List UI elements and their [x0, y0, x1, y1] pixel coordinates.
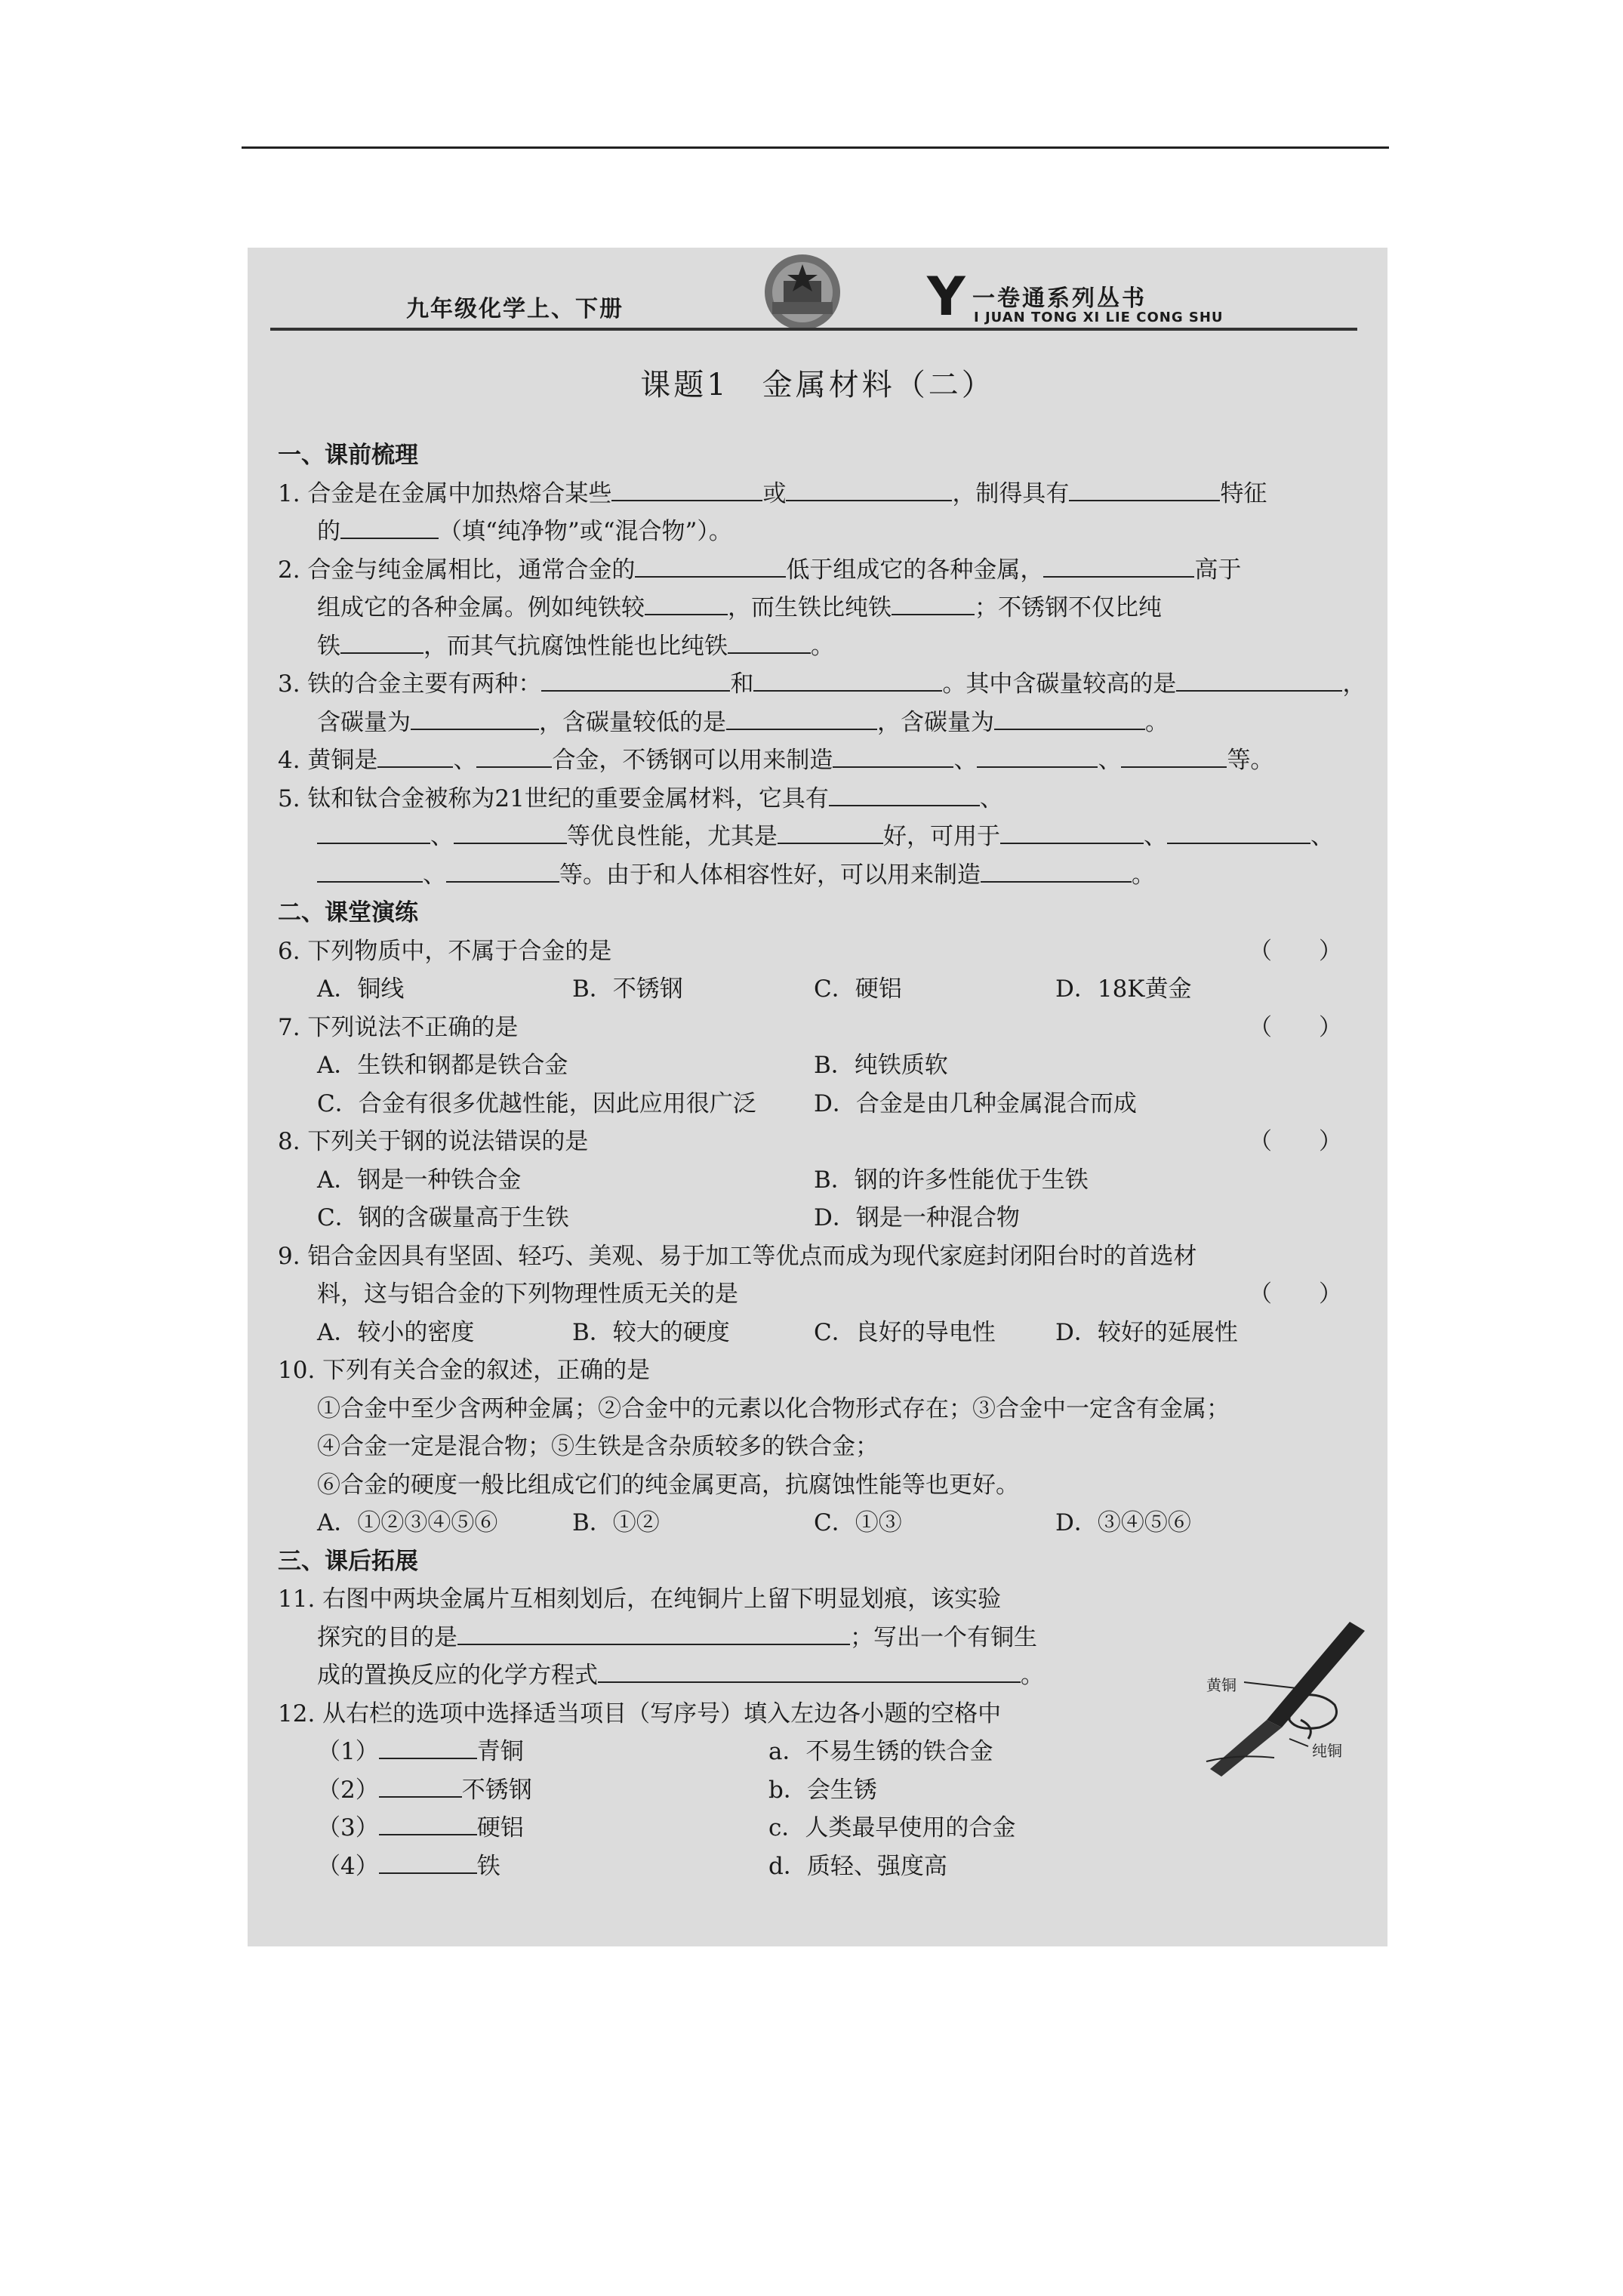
- q5-text: 、: [979, 784, 1003, 812]
- question-4: [278, 741, 1365, 780]
- top-rule: [242, 146, 1389, 149]
- q4-text: 、: [953, 747, 978, 774]
- q3-text: 。其中含碳量较高的是: [942, 670, 1177, 698]
- q5-text: 等优良性能，尤其是: [567, 823, 778, 850]
- q4-text: 4. 黄铜是: [278, 747, 378, 774]
- q3-blank-5[interactable]: [726, 704, 877, 730]
- q9-answer-paren[interactable]: （ ）: [1249, 1281, 1342, 1308]
- q7-option-d[interactable]: D．合金是由几种金属混合而成: [814, 1089, 1137, 1117]
- question-6-options: [278, 970, 1365, 1009]
- q3-text: ，: [1342, 670, 1366, 698]
- q6-option-c[interactable]: C．硬铝: [814, 975, 902, 1003]
- q7-option-b[interactable]: B．纯铁质软: [814, 1052, 948, 1079]
- q3-text: 。: [1145, 708, 1169, 736]
- q3-blank-3[interactable]: [1176, 666, 1342, 692]
- q8-option-a[interactable]: A．钢是一种铁合金: [317, 1166, 522, 1194]
- q10-option-c[interactable]: C．①③: [814, 1509, 902, 1536]
- question-5-line-2: [278, 818, 1365, 856]
- question-5-line-1: [278, 780, 1365, 818]
- q12-blank-2[interactable]: [379, 1772, 462, 1798]
- q9-option-a[interactable]: A．较小的密度: [317, 1318, 475, 1346]
- q1-text: 1. 合金是在金属中加热熔合某些: [278, 479, 612, 507]
- q12-item-number: （2）: [317, 1776, 379, 1804]
- q2-blank-2[interactable]: [1043, 552, 1194, 578]
- question-3-line-2: [278, 704, 1365, 742]
- q9-stem: 9. 铝合金因具有坚固、轻巧、美观、易于加工等优点而成为现代家庭封闭阳台时的首选材: [278, 1242, 1197, 1270]
- q5-blank-9[interactable]: [981, 857, 1132, 883]
- q5-text: 、: [1144, 823, 1167, 850]
- q6-option-a[interactable]: A．铜线: [317, 975, 405, 1003]
- question-8-options-row-2: [278, 1199, 1365, 1237]
- q8-option-c[interactable]: C．钢的含碳量高于生铁: [317, 1204, 569, 1231]
- q1-blank-3[interactable]: [1069, 476, 1220, 501]
- q5-blank-3[interactable]: [454, 818, 567, 844]
- q4-blank-5[interactable]: [1121, 742, 1227, 768]
- question-12-row-3: [278, 1809, 1365, 1848]
- q12-item-name: 铁: [476, 1852, 500, 1880]
- question-9-stem-line-2: [278, 1275, 1365, 1314]
- q3-blank-1[interactable]: [541, 666, 730, 692]
- q2-text: 低于组成它的各种金属，: [786, 556, 1044, 584]
- q6-option-b[interactable]: B．不锈钢: [572, 975, 683, 1003]
- q6-option-d[interactable]: D．18K黄金: [1055, 975, 1192, 1003]
- q2-text: 高于: [1194, 556, 1242, 584]
- section-heading-3: 三、课后拓展: [278, 1547, 418, 1575]
- question-11-line-1: [278, 1580, 1365, 1619]
- q3-text: ，含碳量为: [877, 708, 994, 736]
- q12-choice-d: d．质轻、强度高: [768, 1852, 947, 1880]
- question-1-line-2: [278, 513, 1365, 551]
- question-9-stem-line-1: [278, 1237, 1365, 1276]
- question-2-line-2: [278, 589, 1365, 627]
- q4-blank-1[interactable]: [377, 742, 453, 768]
- question-9-options: [278, 1314, 1365, 1352]
- q1-text: 特征: [1220, 479, 1267, 507]
- q7-stem: 7. 下列说法不正确的是: [278, 1013, 519, 1041]
- q1-text: （填“纯净物”或“混合物”）。: [439, 518, 732, 545]
- q4-text: 等。: [1227, 747, 1274, 774]
- question-6-stem: [278, 932, 1365, 971]
- question-8-stem: [278, 1123, 1365, 1161]
- question-10-statements-2: ④合金一定是混合物；⑤生铁是含杂质较多的铁合金；: [317, 1433, 879, 1460]
- q5-text: 、: [1310, 823, 1334, 850]
- question-1-line-1: [278, 475, 1365, 513]
- q4-text: 、: [453, 747, 477, 774]
- worksheet-scan: [248, 248, 1387, 1946]
- q12-item-name: 不锈钢: [461, 1776, 532, 1804]
- emblem-icon: [761, 251, 844, 334]
- question-2-line-1: [278, 551, 1365, 590]
- question-10-stem: [278, 1351, 1365, 1390]
- label-brass: 黄铜: [1206, 1676, 1236, 1694]
- q7-option-a[interactable]: A．生铁和钢都是铁合金: [317, 1052, 568, 1079]
- q12-blank-1[interactable]: [379, 1734, 477, 1759]
- question-8-options-row-1: [278, 1161, 1365, 1200]
- q5-blank-6[interactable]: [1167, 818, 1310, 844]
- q5-text: 等。由于和人体相容性好，可以用来制造: [559, 861, 981, 889]
- q12-item-number: （1）: [317, 1738, 379, 1765]
- q5-blank-7[interactable]: [317, 857, 423, 883]
- q3-text: 和: [730, 670, 754, 698]
- q2-blank-5[interactable]: [340, 628, 423, 654]
- q7-answer-paren[interactable]: （ ）: [1249, 1013, 1342, 1041]
- q10-option-d[interactable]: D．③④⑤⑥: [1055, 1509, 1191, 1536]
- q12-stem: 12. 从右栏的选项中选择适当项目（写序号）填入左边各小题的空格中: [278, 1700, 1002, 1727]
- q5-blank-2[interactable]: [317, 818, 430, 844]
- q5-blank-1[interactable]: [829, 781, 980, 806]
- q3-blank-4[interactable]: [411, 704, 539, 730]
- question-10-statements-3: ⑥合金的硬度一般比组成它们的纯金属更高，抗腐蚀性能等也更好。: [317, 1471, 1019, 1499]
- q8-stem: 8. 下列关于钢的说法错误的是: [278, 1128, 589, 1155]
- question-5-line-3: [278, 856, 1365, 895]
- q12-choice-a: a．不易生锈的铁合金: [768, 1738, 993, 1765]
- series-pinyin: I JUAN TONG XI LIE CONG SHU: [974, 310, 1224, 325]
- q12-blank-3[interactable]: [379, 1810, 477, 1835]
- q2-text: ；不锈钢不仅比纯: [975, 594, 1162, 621]
- q7-option-c[interactable]: C．合金有很多优越性能，因此应用很广泛: [317, 1089, 756, 1117]
- series-logo-letter: Y: [927, 266, 965, 328]
- q2-blank-1[interactable]: [635, 552, 786, 578]
- q11-text: ；写出一个有铜生: [850, 1623, 1037, 1651]
- q12-choice-c: c．人类最早使用的合金: [768, 1814, 1016, 1841]
- q4-blank-2[interactable]: [476, 742, 552, 768]
- q12-blank-4[interactable]: [379, 1848, 477, 1874]
- question-12-row-4: [278, 1848, 1365, 1886]
- q12-item-number: （3）: [317, 1814, 379, 1841]
- section-heading-2: 二、课堂演练: [278, 899, 418, 926]
- q11-text: 11. 右图中两块金属片互相刻划后，在纯铜片上留下明显划痕，该实验: [278, 1586, 1002, 1613]
- q11-blank-2[interactable]: [598, 1657, 1021, 1683]
- q5-text: 、: [430, 823, 454, 850]
- q12-item-number: （4）: [317, 1852, 379, 1880]
- q1-blank-4[interactable]: [340, 513, 439, 539]
- header-book-title: 九年级化学上、下册: [406, 296, 624, 322]
- page-header: [248, 248, 1387, 338]
- q11-text: 。: [1021, 1662, 1044, 1689]
- q2-blank-6[interactable]: [728, 628, 811, 654]
- q5-blank-5[interactable]: [1000, 818, 1144, 844]
- q3-text: ，含碳量较低的是: [539, 708, 726, 736]
- q6-stem: 6. 下列物质中，不属于合金的是: [278, 937, 612, 965]
- question-10-statements-1: ①合金中至少含两种金属；②合金中的元素以化合物形式存在；③合金中一定含有金属；: [317, 1395, 1230, 1422]
- q6-answer-paren[interactable]: （ ）: [1249, 937, 1342, 965]
- question-7-options-row-2: [278, 1085, 1365, 1123]
- question-2-line-3: [278, 627, 1365, 666]
- q5-blank-8[interactable]: [446, 857, 559, 883]
- q12-choice-b: b．会生锈: [768, 1776, 877, 1804]
- q11-text: 成的置换反应的化学方程式: [317, 1662, 598, 1689]
- label-copper: 纯铜: [1312, 1742, 1342, 1760]
- q12-item-name: 硬铝: [476, 1814, 524, 1841]
- q3-text: 含碳量为: [317, 708, 411, 736]
- q5-text: 5. 钛和钛合金被称为21世纪的重要金属材料，它具有: [278, 784, 829, 812]
- hand-metal-plates-illustration: [1176, 1614, 1380, 1788]
- q2-text: ，而其气抗腐蚀性能也比纯铁: [423, 632, 728, 660]
- q4-text: 合金，不锈钢可以用来制造: [552, 747, 833, 774]
- q2-blank-4[interactable]: [892, 590, 975, 615]
- q8-answer-paren[interactable]: （ ）: [1249, 1128, 1342, 1155]
- q2-blank-3[interactable]: [645, 590, 728, 615]
- q1-text: 的: [317, 518, 340, 545]
- q1-text: ，制得具有: [952, 479, 1070, 507]
- q1-blank-2[interactable]: [786, 476, 952, 501]
- lesson-title: 课题1 金属材料（二）: [640, 368, 995, 402]
- q9-option-d[interactable]: D．较好的延展性: [1055, 1318, 1238, 1346]
- q3-blank-6[interactable]: [994, 704, 1145, 730]
- q2-text: 2. 合金与纯金属相比，通常合金的: [278, 556, 636, 584]
- q5-text: 。: [1132, 861, 1155, 889]
- question-7-options-row-1: [278, 1046, 1365, 1085]
- q1-blank-1[interactable]: [611, 476, 762, 501]
- q8-option-b[interactable]: B．钢的许多性能优于生铁: [814, 1166, 1089, 1194]
- q11-blank-1[interactable]: [457, 1620, 850, 1645]
- q9-stem: 料，这与铝合金的下列物理性质无关的是: [317, 1281, 738, 1308]
- q5-blank-4[interactable]: [778, 818, 883, 844]
- q2-text: 组成它的各种金属。例如纯铁较: [317, 594, 645, 621]
- q10-option-b[interactable]: B．①②: [572, 1509, 660, 1536]
- q10-stem: 10. 下列有关合金的叙述，正确的是: [278, 1357, 651, 1384]
- q9-option-c[interactable]: C．良好的导电性: [814, 1318, 996, 1346]
- section-heading-1: 一、课前梳理: [278, 442, 418, 469]
- question-10-options: [278, 1504, 1365, 1542]
- q5-text: 、: [423, 861, 446, 889]
- q2-text: 铁: [317, 632, 340, 660]
- q2-text: ，而生铁比纯铁: [728, 594, 892, 621]
- q12-item-name: 青铜: [476, 1738, 524, 1765]
- question-3-line-1: [278, 665, 1365, 704]
- q4-blank-4[interactable]: [977, 742, 1098, 768]
- header-rule: [270, 328, 1357, 331]
- question-7-stem: [278, 1009, 1365, 1047]
- q10-option-a[interactable]: A．①②③④⑤⑥: [317, 1509, 498, 1536]
- q4-text: 、: [1098, 747, 1122, 774]
- q3-text: 3. 铁的合金主要有两种：: [278, 670, 542, 698]
- q5-text: 好，可用于: [883, 823, 1000, 850]
- q8-option-d[interactable]: D．钢是一种混合物: [814, 1204, 1020, 1231]
- series-name: 一卷通系列丛书: [972, 285, 1147, 312]
- q3-blank-2[interactable]: [753, 666, 942, 692]
- q2-text: 。: [811, 632, 834, 660]
- q9-option-b[interactable]: B．较大的硬度: [572, 1318, 730, 1346]
- q11-scratch-figure: [1176, 1614, 1380, 1788]
- q11-text: 探究的目的是: [317, 1623, 457, 1651]
- q1-text: 或: [762, 479, 787, 507]
- q4-blank-3[interactable]: [833, 742, 953, 768]
